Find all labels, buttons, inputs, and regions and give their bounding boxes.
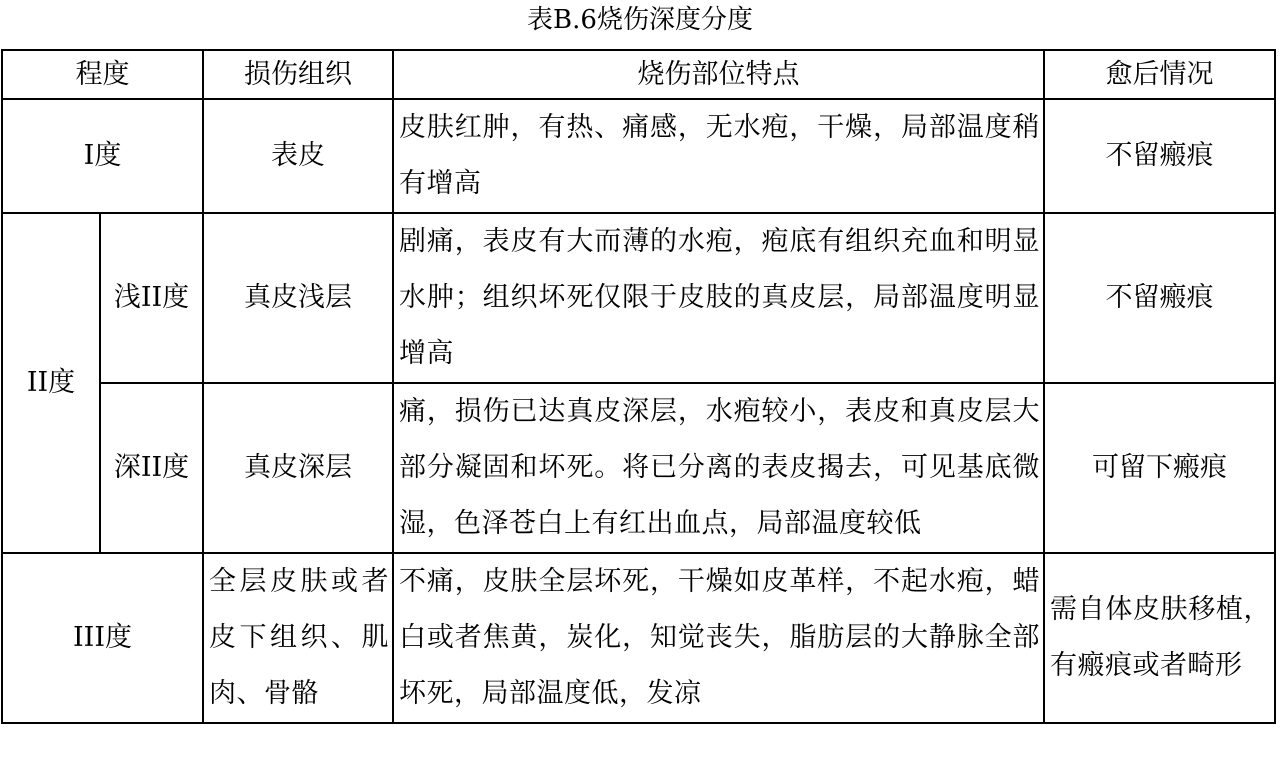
tissue-cell: 真皮深层 — [203, 383, 393, 553]
table-caption: 表B.6烧伤深度分度 — [527, 5, 753, 35]
table-row — [2, 99, 1275, 213]
features-cell: 皮肤红肿，有热、痛感，无水疱，干燥，局部温度稍有增高 — [393, 99, 1044, 213]
burn-depth-table — [1, 49, 1276, 724]
features-cell: 痛，损伤已达真皮深层，水疱较小，表皮和真皮层大部分凝固和坏死。将已分离的表皮揭去，可见基底微湿，色泽苍白上有红出血点，局部温度较低 — [393, 383, 1044, 553]
subdegree-cell: 浅II度 — [100, 213, 203, 383]
prognosis-cell: 不留瘢痕 — [1044, 213, 1275, 383]
degree-cell: I度 — [2, 99, 203, 213]
table-row — [2, 383, 1275, 553]
table-row — [2, 553, 1275, 723]
degree-cell: II度 — [2, 213, 100, 553]
header-tissue: 损伤组织 — [203, 50, 393, 99]
prognosis-cell: 不留瘢痕 — [1044, 99, 1275, 213]
prognosis-cell: 可留下瘢痕 — [1044, 383, 1275, 553]
tissue-cell: 表皮 — [203, 99, 393, 213]
table-row — [2, 213, 1275, 383]
tissue-cell: 真皮浅层 — [203, 213, 393, 383]
features-cell: 不痛，皮肤全层坏死，干燥如皮革样，不起水疱，蜡白或者焦黄，炭化，知觉丧失，脂肪层的大静脉全部坏死，局部温度低，发凉 — [393, 553, 1044, 723]
header-prognosis: 愈后情况 — [1044, 50, 1275, 99]
header-degree: 程度 — [2, 50, 203, 99]
degree-cell: III度 — [2, 553, 203, 723]
prognosis-cell: 需自体皮肤移植，有瘢痕或者畸形 — [1044, 553, 1275, 723]
header-row — [2, 50, 1275, 99]
subdegree-cell: 深II度 — [100, 383, 203, 553]
header-features: 烧伤部位特点 — [393, 50, 1044, 99]
features-cell: 剧痛，表皮有大而薄的水疱，疱底有组织充血和明显水肿；组织坏死仅限于皮肢的真皮层，局部温度明显增高 — [393, 213, 1044, 383]
tissue-cell: 全层皮肤或者皮下组织、肌肉、骨骼 — [203, 553, 393, 723]
